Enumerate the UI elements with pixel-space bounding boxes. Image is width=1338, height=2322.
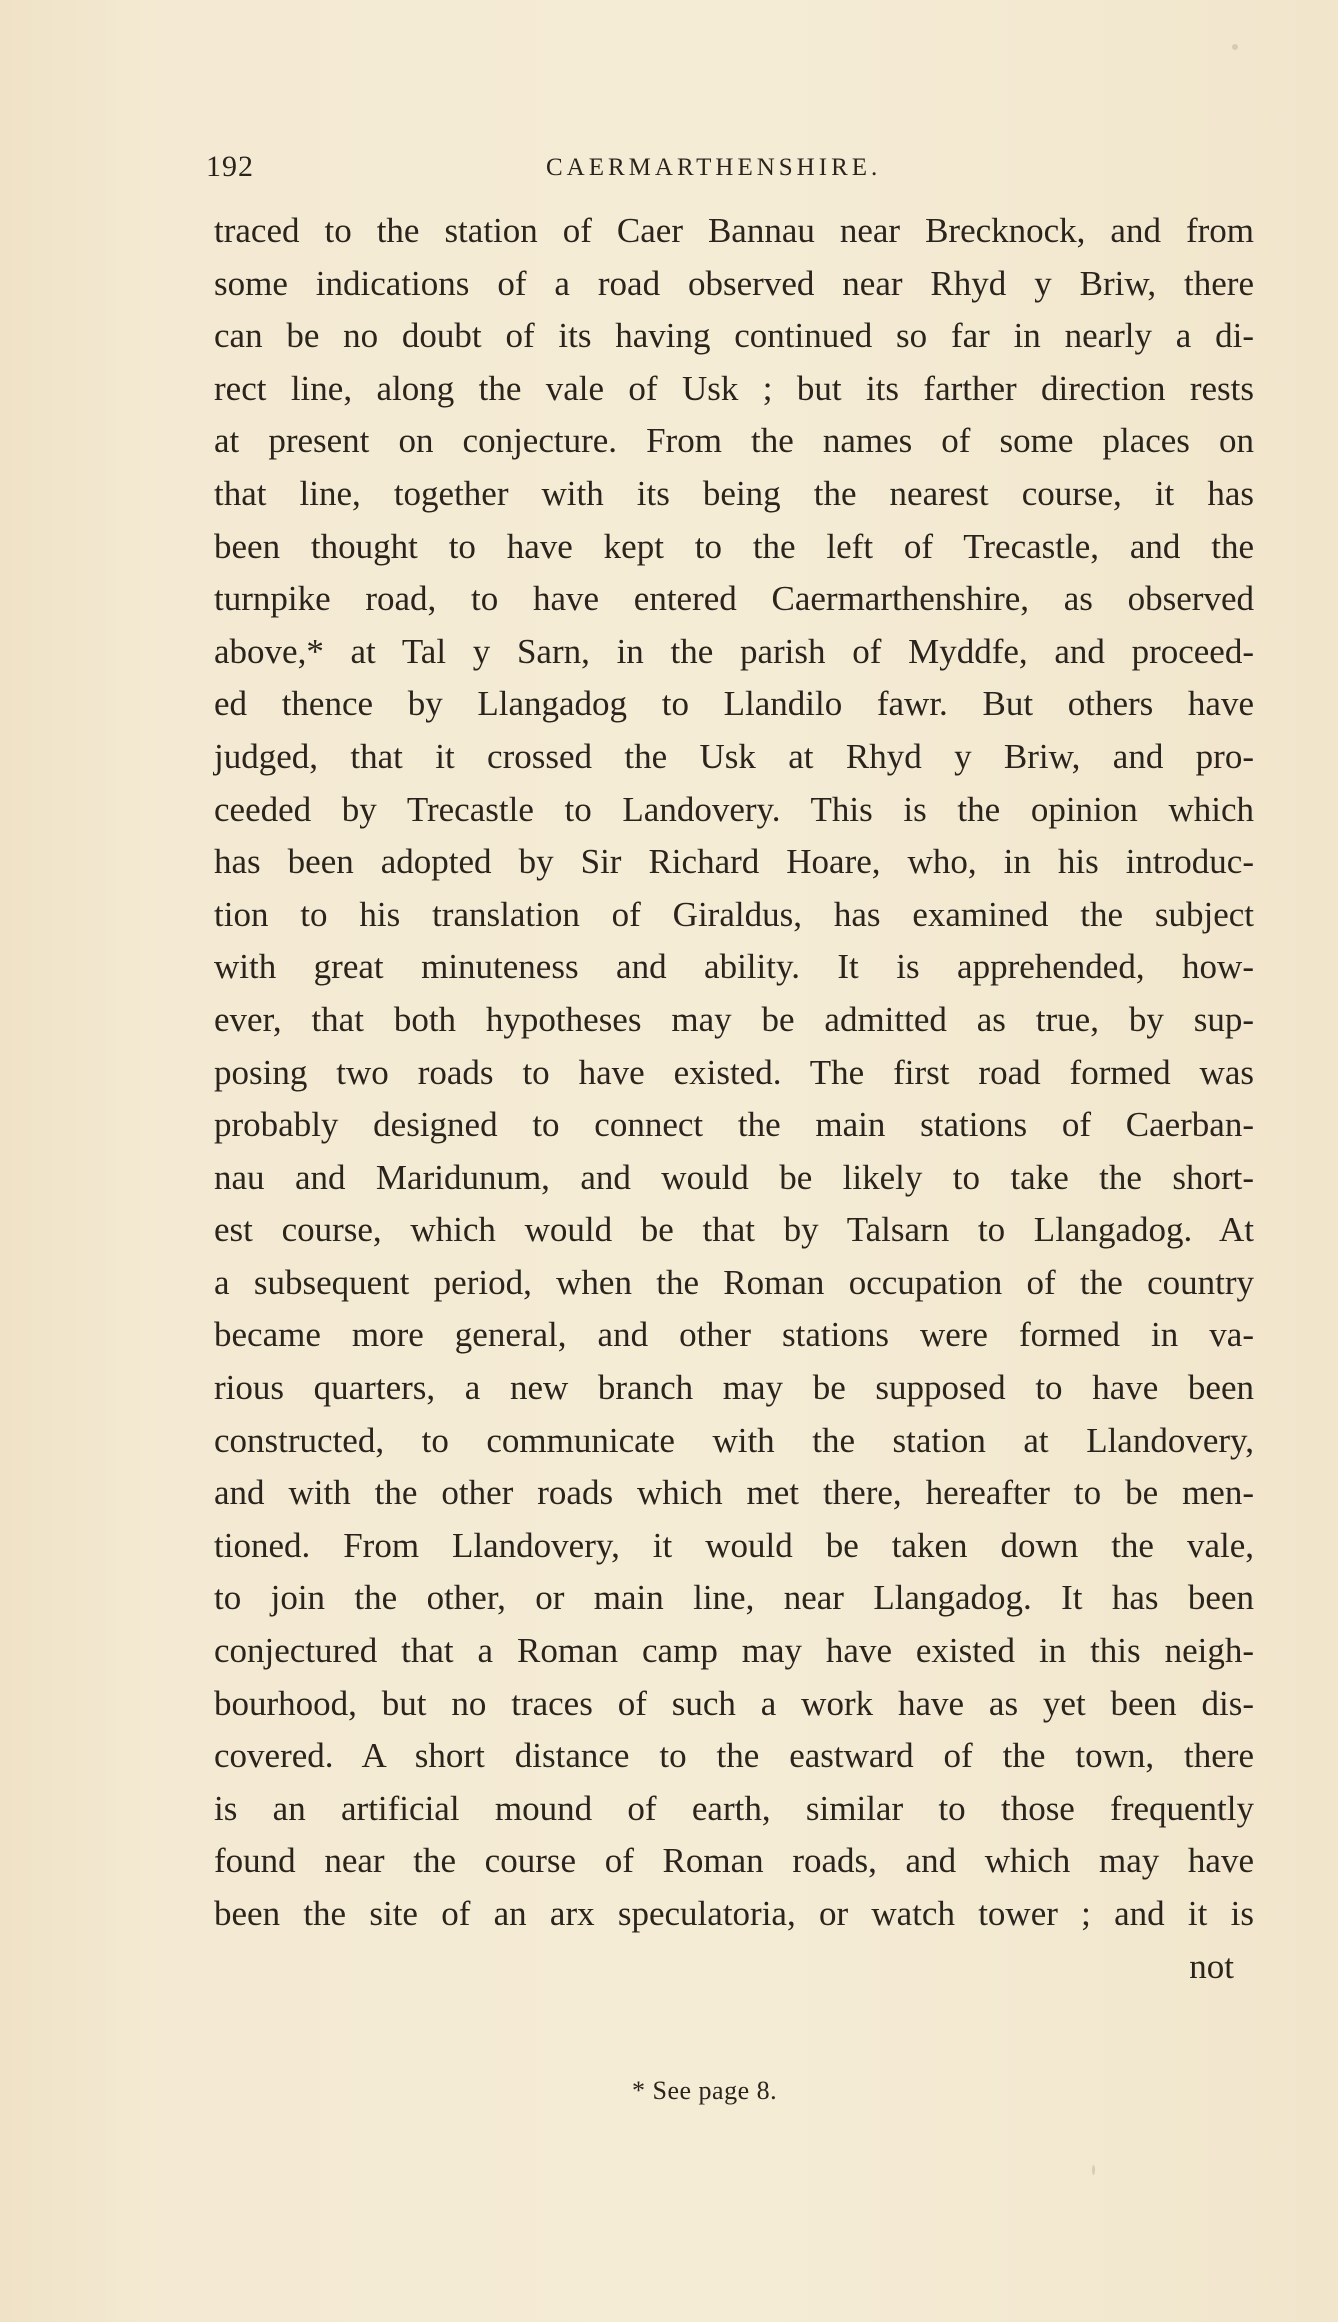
- text-line: conjectured that a Roman camp may have existed in this neigh-: [214, 1631, 1254, 1671]
- footnote: * See page 8.: [632, 2076, 778, 2105]
- text-line: some indications of a road observed near Rhyd y Briw, there: [214, 263, 1254, 303]
- text-line: probably designed to connect the main stations of Caerban-: [214, 1105, 1254, 1145]
- text-line: at present on conjecture. From the names of some places on: [214, 421, 1254, 461]
- text-line: and with the other roads which met there, hereafter to be men-: [214, 1473, 1254, 1513]
- catchword: not: [1189, 1946, 1234, 1986]
- text-line: constructed, to communicate with the station at Llandovery,: [214, 1420, 1254, 1460]
- text-line: has been adopted by Sir Richard Hoare, who, in his introduc-: [214, 842, 1254, 882]
- text-line: to join the other, or main line, near Llangadog. It has been: [214, 1578, 1254, 1618]
- page-header: [206, 150, 966, 190]
- text-line: traced to the station of Caer Bannau near Brecknock, and from: [214, 211, 1254, 250]
- text-line: posing two roads to have existed. The first road formed was: [214, 1052, 1254, 1092]
- text-line: ever, that both hypotheses may be admitted as true, by sup-: [214, 999, 1254, 1039]
- text-line: with great minuteness and ability. It is apprehended, how-: [214, 947, 1254, 987]
- text-line: ceeded by Trecastle to Landovery. This is the opinion which: [214, 789, 1254, 829]
- text-line: tioned. From Llandovery, it would be taken down the vale,: [214, 1525, 1254, 1565]
- text-line: became more general, and other stations were formed in va-: [214, 1315, 1254, 1355]
- text-line: that line, together with its being the nearest course, it has: [214, 473, 1254, 513]
- running-head: CAERMARTHENSHIRE.: [546, 154, 882, 181]
- text-line: covered. A short distance to the eastward of the town, there: [214, 1736, 1254, 1776]
- text-line: been thought to have kept to the left of Trecastle, and the: [214, 526, 1254, 566]
- paper-speck: [1232, 44, 1238, 50]
- page-number: 192: [206, 150, 254, 183]
- text-line: found near the course of Roman roads, and which may have: [214, 1841, 1254, 1881]
- text-line: bourhood, but no traces of such a work have as yet been dis-: [214, 1683, 1254, 1723]
- text-line: rious quarters, a new branch may be supposed to have been: [214, 1368, 1254, 1408]
- body-text: [214, 205, 1254, 1993]
- text-line: been the site of an arx speculatoria, or watch tower ; and it is: [214, 1894, 1254, 1933]
- text-line: tion to his translation of Giraldus, has examined the subject: [214, 894, 1254, 934]
- text-line: ed thence by Llangadog to Llandilo fawr. But others have: [214, 684, 1254, 724]
- text-line: is an artificial mound of earth, similar to those frequently: [214, 1788, 1254, 1828]
- text-line: est course, which would be that by Talsarn to Llangadog. At: [214, 1210, 1254, 1250]
- text-line: judged, that it crossed the Usk at Rhyd y Briw, and pro-: [214, 736, 1254, 776]
- text-line: a subsequent period, when the Roman occupation of the country: [214, 1262, 1254, 1302]
- text-line: rect line, along the vale of Usk ; but its farther direction rests: [214, 368, 1254, 408]
- text-line: can be no doubt of its having continued so far in nearly a di-: [214, 316, 1254, 356]
- paper-speck: [1092, 2165, 1095, 2175]
- text-line: turnpike road, to have entered Caermarthenshire, as observed: [214, 579, 1254, 619]
- text-line: above,* at Tal y Sarn, in the parish of Myddfe, and proceed-: [214, 631, 1254, 671]
- text-line: nau and Maridunum, and would be likely to take the short-: [214, 1157, 1254, 1197]
